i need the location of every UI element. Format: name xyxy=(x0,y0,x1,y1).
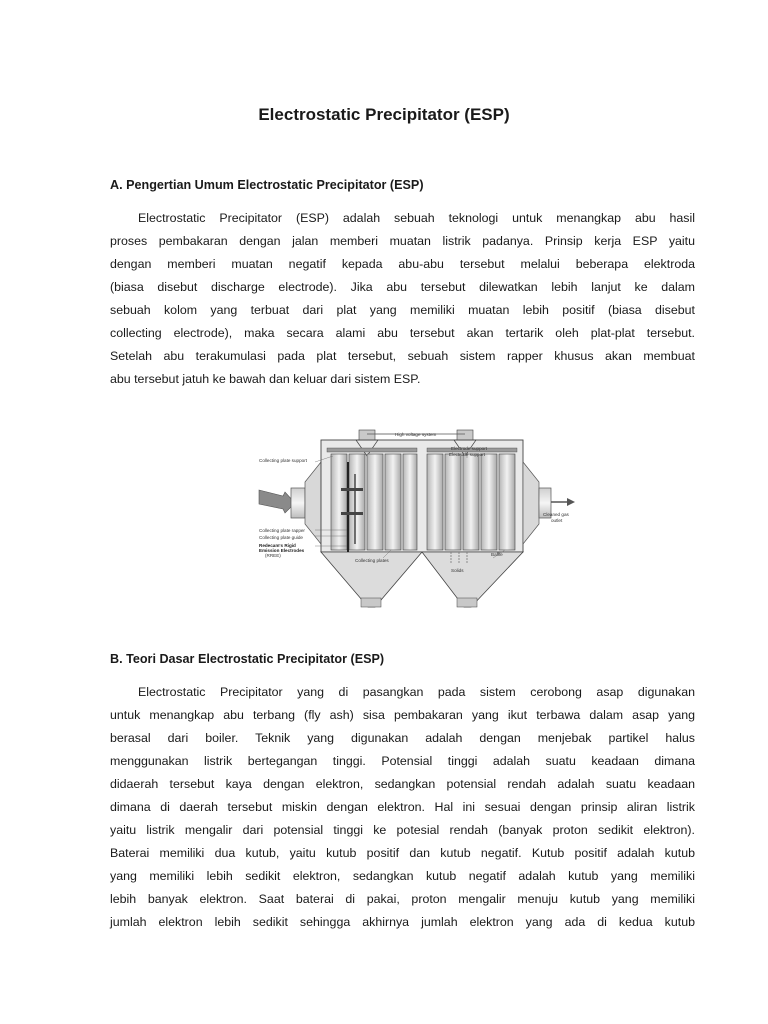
esp-diagram xyxy=(255,412,585,620)
paragraph-line: sebuah kolom yang terbuat dari plat yang memiliki muatan lebih positif (biasa disebut xyxy=(110,303,695,317)
label-redecam-3: (RREE) xyxy=(265,553,281,558)
paragraph-line: lebih banyak elektron. Saat baterai di pakai, proton mengalir menuju kutub yang memiliki xyxy=(110,892,695,906)
label-high-voltage: High voltage system xyxy=(395,432,437,437)
label-collecting-plate-rapper: Collecting plate rapper xyxy=(259,528,305,533)
label-baffle: Baffle xyxy=(491,552,503,557)
paragraph-line: berasal dari boiler. Teknik yang digunakan adalah dengan menjebak partikel halus xyxy=(110,731,695,745)
section-b-heading: B. Teori Dasar Electrostatic Precipitator (ESP) xyxy=(110,652,385,666)
paragraph-line: menggunakan listrik bertegangan tinggi. Potensial tinggi adalah suatu keadaan dimana xyxy=(110,754,695,768)
paragraph-line: yang memiliki lebih sedikit elektron, sedangkan kutub negatif adalah kutub yang memiliki xyxy=(110,869,695,883)
paragraph-line: didaerah tersebut kaya dengan elektron, sedangkan potensial rendah adalah suatu keadaan xyxy=(110,777,695,791)
inlet-arrow-icon xyxy=(259,490,295,513)
paragraph-line: yaitu listrik mengalir dari potensial tinggi ke potesial rendah (banyak proton sedikit elektron). xyxy=(110,823,695,837)
outlet-duct xyxy=(523,462,551,544)
section-a-heading: A. Pengertian Umum Electrostatic Precipitator (ESP) xyxy=(110,178,424,192)
paragraph-line: dengan memberi muatan negatif kepada abu-abu tersebut melalui beberapa elektroda xyxy=(110,257,695,271)
paragraph-line: Electrostatic Precipitator yang di pasangkan pada sistem cerobong asap digunakan xyxy=(138,685,695,699)
label-cleaned-gas: Cleaned gas xyxy=(543,512,569,517)
collecting-plates-right xyxy=(427,454,515,550)
paragraph-line: Setelah abu terakumulasi pada plat tersebut, sebuah sistem rapper khusus akan membuat xyxy=(110,349,695,363)
label-redecam-2: Emission Electrodes xyxy=(259,548,305,553)
label-solids: Solids xyxy=(451,568,464,573)
document-title: Electrostatic Precipitator (ESP) xyxy=(258,105,510,124)
section-a-paragraph xyxy=(110,207,695,391)
paragraph-line: Baterai memiliki dua kutub, yaitu kutub positif dan kutub negatif. Kutub positif adalah kutub xyxy=(110,846,695,860)
label-outlet: outlet xyxy=(551,518,563,523)
label-collecting-plate-support: Collecting plate support xyxy=(259,458,308,463)
label-electrode-support-2: Electrode support xyxy=(449,452,486,457)
section-b-paragraph xyxy=(110,681,695,934)
label-electrode-support: Electrode support xyxy=(451,446,488,451)
outlet-arrow-icon xyxy=(551,498,575,506)
paragraph-line: collecting electrode), maka secara alami abu tersebut akan tertarik oleh plat-plat tersebut. xyxy=(110,326,695,340)
paragraph-line: dimana di daerah tersebut miskin dengan elektron. Hal ini sesuai dengan prinsip aliran listrik xyxy=(110,800,695,814)
label-collecting-plates: Collecting plates xyxy=(355,558,389,563)
collecting-plates-left xyxy=(331,454,417,550)
paragraph-line: proses pembakaran dengan jalan memberi muatan listrik padanya. Prinsip kerja ESP yaitu xyxy=(110,234,695,248)
label-redecam-1: Redecam's Rigid xyxy=(259,543,296,548)
paragraph-line: jumlah elektron lebih sedikit sehingga akhirnya jumlah elektron yang ada di kedua kutub xyxy=(110,915,695,929)
label-collecting-plate-guide: Collecting plate guide xyxy=(259,535,303,540)
paragraph-line: untuk menangkap abu terbang (fly ash) sisa pembakaran yang ikut terbawa dalam asap yang xyxy=(110,708,695,722)
paragraph-line: abu tersebut jatuh ke bawah dan keluar dari sistem ESP. xyxy=(110,372,421,386)
paragraph-line: (biasa disebut discharge electrode). Jika abu tersebut dilewatkan lebih lanjut ke dalam xyxy=(110,280,695,294)
paragraph-line: Electrostatic Precipitator (ESP) adalah sebuah teknologi untuk menangkap abu hasil xyxy=(138,211,695,225)
